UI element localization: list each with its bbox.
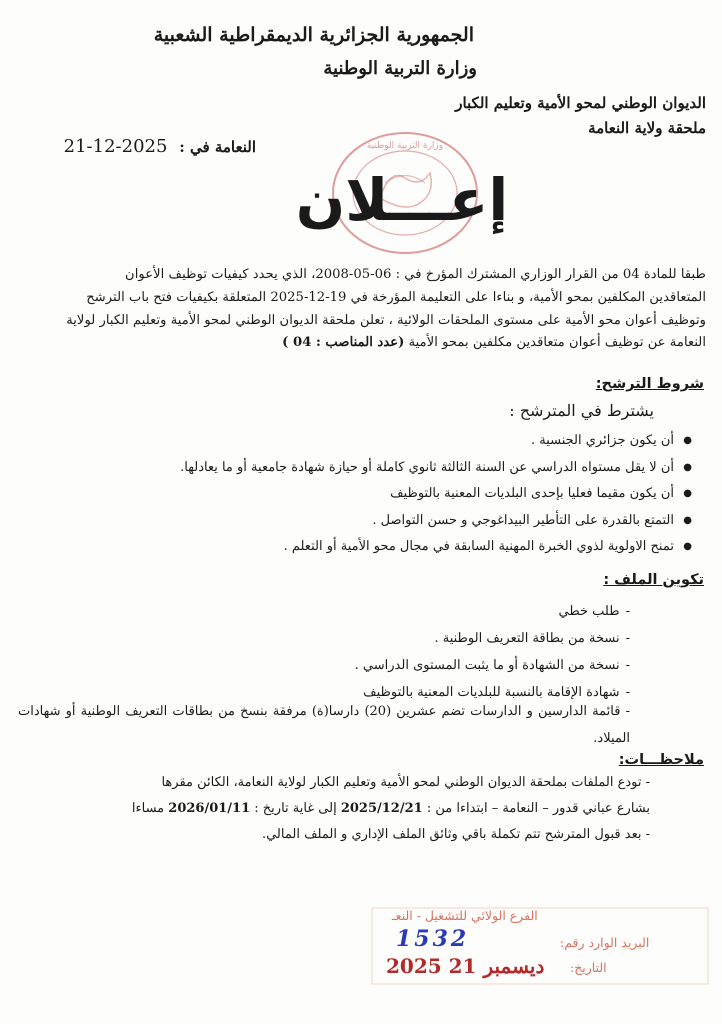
annex-heading: ملحقة ولاية النعامة	[588, 119, 706, 137]
list-item: ● أن يكون مقيما فعليا بإحدى البلديات المعنية بالتوظيف	[32, 481, 692, 508]
intro-line: طبقا للمادة 04 من القرار الوزاري المشترك المؤرخ في : 06-05-2008، الذي يحدد كيفيات توظيف الأعوان	[125, 267, 706, 282]
republic-heading: الجمهورية الجزائرية الديمقراطية الشعبية	[153, 24, 474, 46]
date-value: 2025-12-21	[63, 136, 168, 157]
list-item: ● أن لا يقل مستواه الدراسي عن السنة الثالثة ثانوي كاملة أو حيازة شهادة جامعية أو ما يعادلها.	[32, 455, 692, 482]
stamp-mail-label: البريد الوارد رقم:	[560, 935, 650, 950]
ministry-heading: وزارة التربية الوطنية	[323, 58, 477, 79]
note-line: بشارع عباني قدور – النعامة – ابتداءا من : 2025/12/21 إلى غاية تاريخ : 2026/01/11 مساءا	[131, 801, 650, 816]
conditions-intro: يشترط في المترشح :	[509, 401, 654, 420]
dateline	[64, 136, 256, 157]
announcement-title: إعـــلان	[295, 166, 509, 234]
list-item: -طلب خطي	[558, 604, 630, 619]
conditions-list	[32, 428, 692, 561]
note-line: - تودع الملفات بملحقة الديوان الوطني لمحو الأمية وتعليم الكبار لولاية النعامة، الكائن مقرها	[161, 775, 650, 790]
notes-heading: ملاحظـــات:	[618, 752, 704, 768]
date-to: 2026/01/11	[168, 801, 251, 816]
date-from: 2025/12/21	[340, 801, 423, 816]
notes-body	[16, 770, 650, 848]
list-item: -نسخة من الشهادة أو ما يثبت المستوى الدراسي .	[354, 658, 630, 673]
dossier-heading: تكوين الملف :	[603, 572, 704, 588]
list-item: ● تمنح الاولوية لذوي الخبرة المهنية السابقة في مجال محو الأمية أو التعلم .	[32, 534, 692, 561]
list-item: ● أن يكون جزائري الجنسية .	[32, 428, 692, 455]
stamp-mail-number: 1532	[396, 926, 470, 952]
list-item: ● التمتع بالقدرة على التأطير البيداغوجي و حسن التواصل .	[32, 508, 692, 535]
stamp-date: 2025 ديسمبر 21	[386, 954, 545, 978]
note-line: - بعد قبول المترشح تتم تكملة باقي وثائق الملف الإداري و الملف المالي.	[261, 827, 650, 842]
intro-line: وتوظيف أعوان محو الأمية على مستوى الملحقات الولائية ، تعلن ملحقة الديوان الوطني لمحو الأمية وتعليم الكبار لولاية	[66, 312, 706, 328]
intro-paragraph	[16, 264, 706, 355]
dossier-last-item: - قائمة الدارسين و الدارسات تضم عشرين (20) دارسا(ة) مرفقة بنسخ من بطاقات التعريف الوطنية أو شهادات الميلاد.	[18, 704, 630, 746]
stamp-branch: الفرع الولائي للتشغيل - النعـ	[392, 908, 538, 923]
stamp-date-label: التاريخ:	[570, 960, 607, 975]
dossier-list	[30, 598, 630, 706]
date-label: النعامة في :	[179, 138, 256, 156]
conditions-heading: شروط الترشح:	[595, 376, 704, 392]
seal-text: وزارة التربية الوطنية	[366, 141, 444, 151]
list-item: -شهادة الإقامة بالنسبة للبلديات المعنية بالتوظيف	[363, 685, 630, 700]
list-item: -نسخة من بطاقة التعريف الوطنية .	[434, 631, 630, 646]
office-heading: الديوان الوطني لمحو الأمية وتعليم الكبار	[455, 94, 706, 112]
intro-line: النعامة عن توظيف أعوان متعاقدين مكلفين بمحو الأمية	[408, 335, 706, 351]
intro-line: المتعاقدين المكلفين بمحو الأمية، و بناءا على التعليمة المؤرخة في 19-12-2025 المتعلقة بكيفيات فتح باب الترشح	[86, 289, 706, 305]
posts-count: (عدد المناصب : 04 )	[282, 335, 405, 351]
